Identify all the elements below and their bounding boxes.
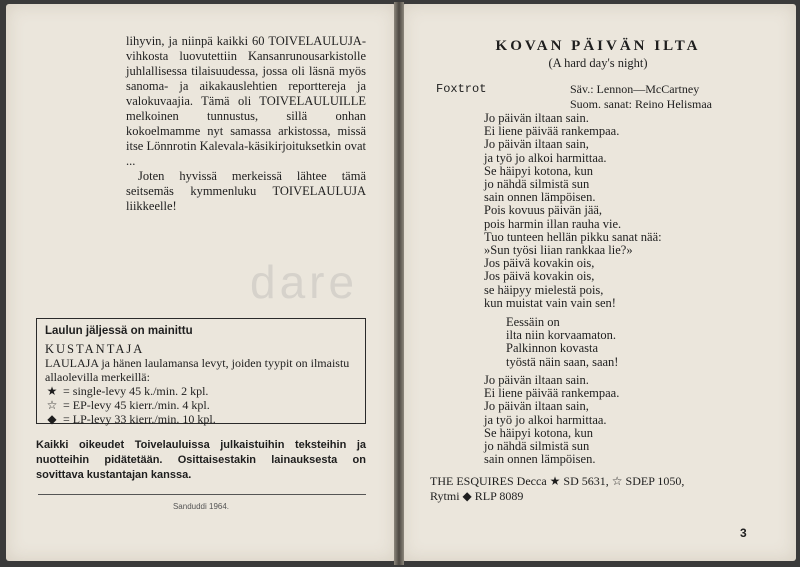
song-title: KOVAN PÄIVÄN ILTA	[495, 38, 701, 54]
lyric-line: Palkinnon kovasta	[506, 341, 599, 356]
rights-notice: Kaikki oikeudet Toivelauluissa julkaistuihin teksteihin ja nuotteihin pidätetään. Osittaisestakin lainauksesta on sovittava kustantajan kanssa.	[36, 439, 366, 481]
lyric-line: Jo päivän iltaan sain,	[484, 137, 589, 152]
intro-paragraph-2: Joten hyvissä merkeissä lähtee tämä seitsemäs kymmenluku TOIVELAULUJA liikkeelle!	[126, 169, 366, 213]
recording-line-2	[430, 489, 730, 504]
ep-code: SDEP 1050,	[625, 474, 685, 488]
lyric-line: kun muistat vain vain sen!	[484, 295, 616, 310]
diamond-icon: ◆	[462, 489, 472, 503]
lyric-line: ja työ jo alkoi harmittaa.	[484, 412, 607, 427]
lyric-line: Eessäin on	[506, 315, 560, 329]
lyric-line: Se häipyi kotona, kun	[484, 425, 594, 440]
filled-star-icon: ★	[549, 474, 561, 488]
composer-credit: Säv.: Lennon—McCartney	[570, 82, 700, 96]
legend-row-lp	[45, 412, 357, 426]
outline-star-icon: ☆	[46, 398, 58, 412]
lyric-line: jo nähdä silmistä sun	[484, 439, 590, 454]
lyric-line: Ei liene päivää rankempaa.	[484, 386, 620, 401]
legend-row-single	[45, 384, 357, 398]
lyricist-credit: Suom. sanat: Reino Helismaa	[570, 97, 712, 111]
lyric-line: Pois kovuus päivän jää,	[484, 203, 603, 218]
lyric-line: Jos päivä kovakin ois,	[484, 256, 595, 271]
lyric-line: Jos päivä kovakin ois,	[484, 269, 595, 284]
lyric-line: Jo päivän iltaan sain,	[484, 399, 589, 414]
printer-credit: Sanduddi 1964.	[172, 502, 230, 511]
record-label: Rytmi	[430, 489, 460, 503]
lyric-line: pois harmin illan rauha vie.	[484, 216, 622, 231]
lyric-line: sain onnen lämpöisen.	[484, 190, 596, 205]
lyric-line: Jo päivän iltaan sain.	[484, 111, 589, 125]
recording-info	[430, 474, 730, 504]
booklet-spine	[394, 2, 404, 565]
bridge	[506, 316, 618, 369]
legend-box	[36, 318, 366, 424]
verse-1	[484, 112, 662, 310]
legend-row-ep	[45, 398, 357, 412]
legend-text: = EP-levy 45 kierr./min. 4 kpl.	[63, 398, 210, 412]
legend-box-text: LAULAJA ja hänen laulamansa levyt, joiden tyypit on ilmaistu allaolevilla merkeillä:	[45, 356, 350, 384]
artist-name: THE ESQUIRES	[430, 474, 514, 488]
watermark: dare	[250, 256, 359, 308]
lyric-line: ilta niin korvaamaton.	[506, 328, 617, 343]
lyric-line: Ei liene päivää rankempaa.	[484, 124, 620, 139]
song-subtitle: (A hard day's night)	[548, 56, 648, 70]
intro-paragraph-1: lihyvin, ja niinpä kaikki 60 TOIVELAULUJA-vihkosta luovutettiin Kansanrunousarkistolle juhlallisessa tilaisuudessa, jossa oli läsnä myös sanoma- ja aikakauslehtien reporttereja ja valokuvaajia. Tämä oli TOIVELAULUILLE melkoinen tunnustus, sillä onhan kokoelmamme nyt samassa arkistossa, missä itse Lönnrotin Kalevala-käsikirjoituksetkin ovat ...	[126, 34, 366, 168]
intro-text	[126, 34, 366, 214]
song-credits	[570, 82, 712, 112]
song-genre: Foxtrot	[436, 82, 487, 96]
single-code: SD 5631,	[563, 474, 609, 488]
outline-star-icon: ☆	[611, 474, 623, 488]
record-label: Decca	[516, 474, 547, 488]
lyric-line: Tuo tunteen hellän pikku sanat nää:	[484, 229, 662, 244]
lyric-line: ja työ jo alkoi harmittaa.	[484, 150, 607, 165]
lp-code: RLP 8089	[474, 489, 524, 503]
lyric-line: »Sun työsi liian rankkaa lie?»	[484, 243, 633, 258]
filled-star-icon: ★	[46, 384, 58, 398]
divider	[38, 494, 366, 495]
lyric-line: se häipyy mielestä pois,	[484, 282, 604, 297]
page-number: 3	[740, 526, 747, 540]
legend-box-heading: Laulun jäljessä on mainittu	[45, 325, 193, 337]
legend-text: = single-levy 45 k./min. 2 kpl.	[63, 384, 209, 398]
diamond-icon: ◆	[47, 412, 57, 426]
legend-text: = LP-levy 33 kierr./min. 10 kpl.	[63, 412, 216, 426]
lyric-line: työstä näin saan, saan!	[506, 354, 619, 369]
verse-3	[484, 374, 619, 466]
recording-line-1	[430, 474, 730, 489]
lyric-line: Jo päivän iltaan sain.	[484, 373, 589, 387]
lyric-line: jo nähdä silmistä sun	[484, 177, 590, 192]
lyric-line: Se häipyi kotona, kun	[484, 163, 594, 178]
lyric-line: sain onnen lämpöisen.	[484, 452, 596, 467]
legend-box-subheading: KUSTANTAJA	[45, 342, 145, 356]
